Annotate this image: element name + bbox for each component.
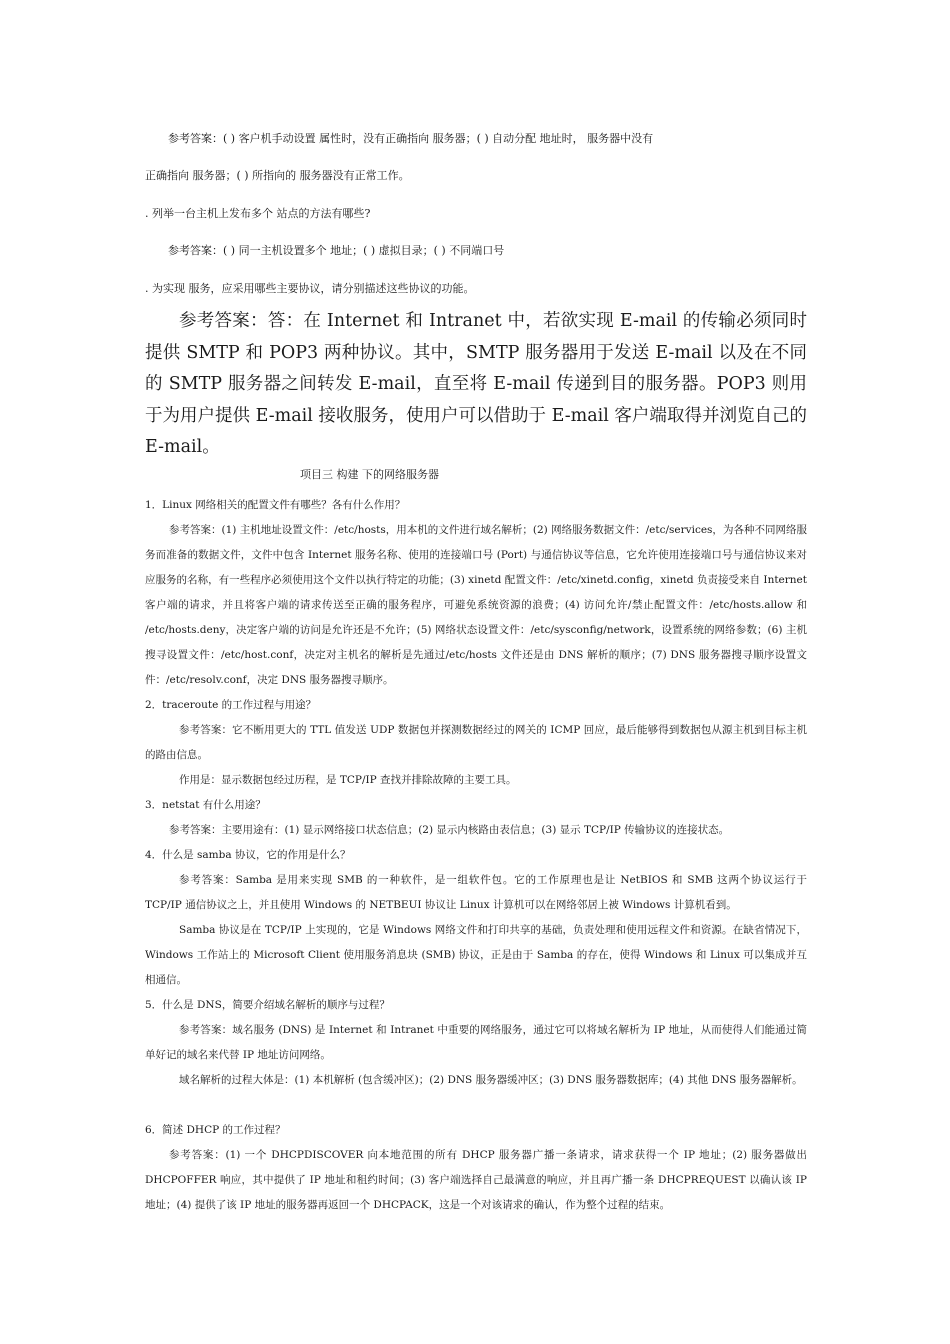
answer-line-1: 参考答案：( ) 客户机手动设置 属性时，没有正确指向 服务器；( ) 自动分配 地址时， 服务器中没有: [168, 132, 654, 145]
answer-sites: 参考答案：( ) 同一主机设置多个 地址；( ) 虚拟目录；( ) 不同端口号: [168, 244, 505, 257]
answer-3: 参考答案：主要用途有：(1) 显示网络接口状态信息；(2) 显示内核路由表信息；(3) 显示 TCP/IP 传输协议的连接状态。: [169, 824, 730, 836]
section-title: 项目三 构建 下的网络服务器: [300, 468, 439, 481]
answer-line-2: 正确指向 服务器；( ) 所指向的 服务器没有正常工作。: [145, 169, 410, 182]
question-6: 6．简述 DHCP 的工作过程？: [145, 1124, 286, 1136]
answer-5-process: 域名解析的过程大体是：(1) 本机解析 (包含缓冲区)；(2) DNS 服务器缓冲区；(3) DNS 服务器数据库；(4) 其他 DNS 服务器解析。: [179, 1074, 803, 1086]
answer-email: 参考答案：答：在 Internet 和 Intranet 中，若欲实现 E-mail 的传输必须同时提供 SMTP 和 POP3 两种协议。其中，SMTP 服务器用于发送 E-mail 以及在不同的 SMTP 服务器之间转发 E-mail，直至将 E-mail 传递到目的服务器。POP3 则用于为用户提供 E-mail 接收服务，使用户可以借助于 E-mail 客户端取得并浏览自己的 E-mail。: [145, 311, 807, 457]
question-sites: . 列举一台主机上发布多个 站点的方法有哪些?: [145, 207, 371, 220]
question-1: 1．Linux 网络相关的配置文件有哪些？各有什么作用？: [145, 499, 406, 511]
answer-2-use: 作用是：显示数据包经过历程，是 TCP/IP 查找并排除故障的主要工具。: [179, 774, 517, 786]
answer-4: 参考答案：Samba 是用来实现 SMB 的一种软件，是一组软件包。它的工作原理也是让 NetBIOS 和 SMB 这两个协议运行于 TCP/IP 通信协议之上，并且使用 Windows 的 NETBEUI 协议让 Linux 计算机可以在网络邻居上被 Windows 计算机看到。: [145, 874, 807, 911]
question-3: 3．netstat 有什么用途？: [145, 799, 266, 811]
answer-2: 参考答案：它不断用更大的 TTL 值发送 UDP 数据包并探测数据经过的网关的 ICMP 回应，最后能够得到数据包从源主机到目标主机的路由信息。: [145, 724, 807, 761]
answer-4-samba: Samba 协议是在 TCP/IP 上实现的，它是 Windows 网络文件和打印共享的基础，负责处理和使用远程文件和资源。在缺省情况下，Windows 工作站上的 Microsoft Client 使用服务消息块 (SMB) 协议，正是由于 Samba 的存在，使得 Windows 和 Linux 可以集成并互相通信。: [145, 924, 807, 986]
question-5: 5．什么是 DNS，简要介绍域名解析的顺序与过程？: [145, 999, 390, 1011]
answer-5: 参考答案：域名服务 (DNS) 是 Internet 和 Intranet 中重要的网络服务，通过它可以将域名解析为 IP 地址，从而使得人们能通过简单好记的域名来代替 IP 地址访问网络。: [145, 1024, 807, 1061]
answer-1: 参考答案：(1) 主机地址设置文件：/etc/hosts，用本机的文件进行域名解析；(2) 网络服务数据文件：/etc/services，为各种不同网络服务而准备的数据文件，文件中包含 Internet 服务名称、使用的连接端口号 (Port) 与通信协议等信息，它允许使用连接端口号与通信协议来对应服务的名称，有一些程序必须使用这个文件以执行特定的功能；(3) xinetd 配置文件：/etc/xinetd.config，xinetd 负责接受来自 Internet 客户端的请求，并且将客户端的请求传送至正确的服务程序，可避免系统资源的浪费；(4) 访问允许/禁止配置文件：/etc/hosts.allow 和 /etc/hosts.deny，决定客户端的访问是允许还是不允许；(5) 网络状态设置文件：/etc/sysconfig/network，设置系统的网络参数；(6) 主机搜寻设置文件：/etc/host.conf，决定对主机名的解析是先通过/etc/hosts 文件还是由 DNS 解析的顺序；(7) DNS 服务器搜寻顺序设置文件：/etc/resolv.conf，决定 DNS 服务器搜寻顺序。: [145, 524, 807, 686]
question-2: 2．traceroute 的工作过程与用途？: [145, 699, 317, 711]
answer-6: 参考答案：(1) 一个 DHCPDISCOVER 向本地范围的所有 DHCP 服务器广播一条请求，请求获得一个 IP 地址；(2) 服务器做出 DHCPOFFER 响应，其中提供了 IP 地址和租约时间；(3) 客户端选择自己最满意的响应，并且再广播一条 DHCPREQUEST 以确认该 IP 地址；(4) 提供了该 IP 地址的服务器再返回一个 DHCPACK，这是一个对该请求的确认，作为整个过程的结束。: [145, 1149, 807, 1211]
question-email: . 为实现 服务，应采用哪些主要协议，请分别描述这些协议的功能。: [145, 282, 475, 295]
question-4: 4．什么是 samba 协议，它的作用是什么？: [145, 849, 351, 861]
